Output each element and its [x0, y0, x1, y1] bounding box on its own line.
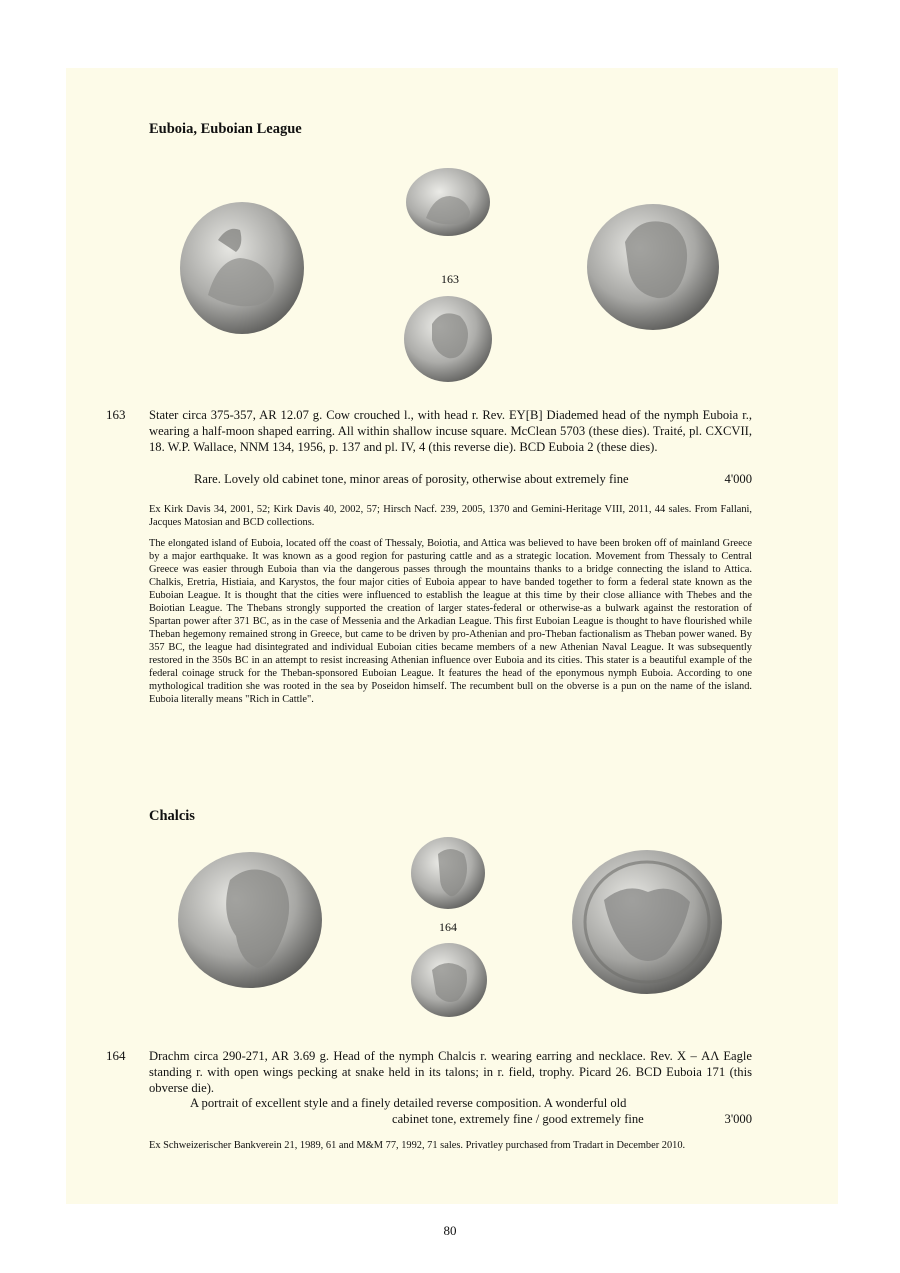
- lot-description-163: Stater circa 375-357, AR 12.07 g. Cow crouched l., with head r. Rev. EY[B] Diademed head of the nymph Euboia r., wearing a half-moon shaped earring. All within shallow incuse square. McClean 5703 (these dies). Traité, pl. CXCVII, 18. W.P. Wallace, NNM 134, 1956, p. 137 and pl. IV, 4 (this reverse die). BCD Euboia 2 (these dies).: [149, 408, 752, 454]
- lot-grade-163: Rare. Lovely old cabinet tone, minor areas of porosity, otherwise about extremely fine: [194, 472, 629, 486]
- lot-grade-164-line1: A portrait of excellent style and a finely detailed reverse composition. A wonderful old: [190, 1096, 627, 1110]
- lot-grade-164-line2: cabinet tone, extremely fine / good extremely fine: [392, 1112, 644, 1126]
- lot-commentary-163: The elongated island of Euboia, located off the coast of Thessaly, Boiotia, and Attica was believed to have been broken off of mainland Greece by a major earthquake. It was known as a good region for pasturing cattle and as a strategic location. Movement from Thessaly to Central Greece was easier through Euboia than via the dangerous passes through the mountains thanks to a bridge connecting the island to Attica. Chalkis, Eretria, Histiaia, and Karystos, the four major cities of Euboia appear to have banded together to form a federal state known as the Euboian League. It is thought that the cities were influenced to establish the league at this time by their close alliance with Thebes and the Boiotian League. The Thebans strongly supported the creation of larger states-federal or otherwise-as a bulwark against the restoration of Spartan power after 371 BC, as in the case of Messenia and the Arkadian League. This first Euboian League is thought to have flourished while Theban hegemony remained strong in Greece, but came to be driven by pro-Athenian and pro-Theban factionalism as Theban power waned. By 357 BC, the league had disintegrated and individual Euboian cities became members of a new Athenian Naval League. It was subsequently restored in the 350s BC in an attempt to resist increasing Athenian influence over Euboia and its cities. This stater is a beautiful example of the federal coinage struck for the Theban-sponsored Euboian League. It features the head of the eponymous nymph Euboia. According to one mythological tradition she was rooted in the sea by Poseidon himself. The recumbent bull on the obverse is a pun on the name of the island. Euboia literally means "Rich in Cattle".: [149, 538, 752, 705]
- coin-163-obverse-large: [178, 200, 306, 336]
- lot-price-163: 4'000: [724, 472, 752, 486]
- image-label-163: 163: [441, 272, 459, 286]
- lot-number-163: 163: [106, 407, 126, 422]
- section-heading-euboia: Euboia, Euboian League: [149, 121, 302, 137]
- image-label-164: 164: [439, 920, 457, 934]
- lot-provenance-164: Ex Schweizerischer Bankverein 21, 1989, 61 and M&M 77, 1992, 71 sales. Privatley purchased from Tradart in December 2010.: [149, 1140, 686, 1151]
- coin-164-obverse-small: [410, 836, 486, 910]
- lot-number-164: 164: [106, 1048, 126, 1063]
- coin-163-reverse-large: [585, 202, 721, 332]
- coin-163-obverse-small: [404, 166, 492, 238]
- section-heading-chalcis: Chalcis: [149, 808, 195, 824]
- coin-164-obverse-large: [176, 850, 324, 990]
- lot-price-164: 3'000: [724, 1112, 752, 1126]
- page-number: 80: [443, 1223, 457, 1238]
- coin-164-reverse-small: [410, 942, 488, 1018]
- lot-description-164: Drachm circa 290-271, AR 3.69 g. Head of the nymph Chalcis r. wearing earring and necklace. Rev. X – ΑΛ Eagle standing r. with open wings pecking at snake held in its talons; in r. field, trophy. Picard 26. BCD Euboia 171 (this obverse die).: [149, 1049, 752, 1095]
- lot-provenance-163: Ex Kirk Davis 34, 2001, 52; Kirk Davis 40, 2002, 57; Hirsch Nacf. 239, 2005, 1370 and Gemini-Heritage VIII, 2011, 44 sales. From Fallani, Jacques Matosian and BCD collections.: [149, 504, 752, 528]
- coin-163-reverse-small: [402, 294, 494, 384]
- coin-164-reverse-large: [570, 848, 724, 996]
